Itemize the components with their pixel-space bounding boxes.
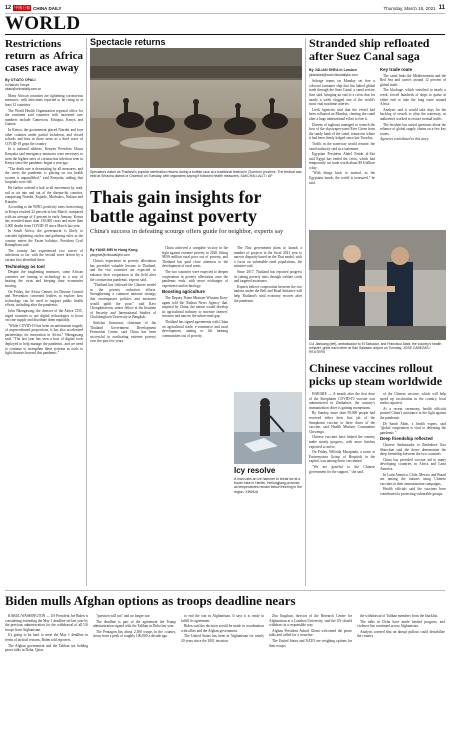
body-paragraph: Salvage teams on Monday set free a colossal container ship that has halted global trade through the Suez Canal, a canal service firm said, bringing an end to a crisis that for nearly a week clogged one of the world's most vital maritime arteries. xyxy=(309,79,375,107)
body-paragraph: In Kenya, the government placed Nairobi and four other counties under partial lockdown, and closed schools and bars in those areas as a third wave of COVID-19 grips the country. xyxy=(5,127,83,146)
column-divider xyxy=(86,38,87,586)
center-subhead: Boosting agriculture xyxy=(162,289,205,295)
body-paragraph: Egyptian President Abdel Fattah al-Sisi said Egypt has ended the crisis, which had temporarily cut trade worth about $9.6 billion a day. xyxy=(309,152,375,170)
body-paragraph: Lieth Agencies said that the vessel had been refloated on Monday, clearing the canal after a huge international effort to free it. xyxy=(309,107,375,121)
vaccine-story-headline: Chinese vaccines rollout picks up steam worldwide xyxy=(309,361,443,388)
body-paragraph: The blockage, which stretched to nearly a week, forced hundreds of ships to queue at either end or take the long route around Africa. xyxy=(380,88,446,107)
body-paragraph: In South Africa, the government is likely to consider tightening curfew and gathering rules as the country enters the Easter holidays, President Cyril Ramaphosa said. xyxy=(5,229,83,248)
vaccine-story-body xyxy=(309,392,375,474)
body-paragraph: In Latin America, Chile, Mexico and Brazil are among the nations using Chinese vaccines in their immunization campaigns. xyxy=(380,472,446,486)
center-story-col2 xyxy=(162,246,228,518)
body-paragraph: of the Chinese vaccine, which will help speed up vaccination in the country, local media reported. xyxy=(380,392,446,406)
body-paragraph: "We are grateful to the Chinese government for the support," she said. xyxy=(309,464,375,474)
vaccine-story-col1 xyxy=(309,392,375,586)
body-paragraph: Health officials said the vaccines have contributed to protecting vulnerable groups. xyxy=(380,487,446,496)
right-story-body-2 xyxy=(380,74,446,137)
bottom-col-2 xyxy=(93,614,176,744)
bottom-story-headline: Biden mulls Afghan options as troops deadline nears xyxy=(5,593,296,608)
agency-credit: Agencies contributed to this story. xyxy=(380,137,430,142)
icy-resolve-photo xyxy=(234,392,302,464)
body-paragraph: China has provided vaccine aid to many developing countries in Africa and Latin America. xyxy=(380,457,446,471)
body-paragraph: Sittichai Jiranuwat, chairman of the Thailand Government Development Promotion Center, said China has been successful in eradicating extreme poverty over the past few years. xyxy=(90,320,156,344)
vaccine-story-col2 xyxy=(380,392,446,586)
photo-kicker: Spectacle returns xyxy=(90,37,166,47)
paper-name: CHINA DAILY xyxy=(33,5,62,11)
left-story-subhead: Technology as tool xyxy=(5,263,45,269)
icy-resolve-title: Icy resolve xyxy=(234,466,276,475)
ambassador-photo xyxy=(309,230,446,340)
vaccine-story-body-3 xyxy=(380,443,446,497)
center-story-col3 xyxy=(234,246,302,386)
icy-resolve-caption: A man uses an ice hammer to break ice at a frozen lake in Harbin, Heilongjiang province, as temperatures remain below freezing in the region. XINHUA xyxy=(234,477,302,494)
section-masthead xyxy=(5,14,445,35)
center-story-body-4 xyxy=(234,246,302,303)
body-paragraph: The Thai government plans to launch a number of projects in the fiscal 2021 year to narrow disparity based on the Thai model, with a focus on vulnerable rural populations, the minister said. xyxy=(234,246,302,269)
body-paragraph: The World Health Organization regional office for the continent said countries with increased case numbers include Cameroon, Ethiopia, Kenya and Guinea. xyxy=(5,108,83,127)
body-paragraph: The Pentagon has about 2,500 troops in the country, down from a peak of roughly 100,000 a decade ago. xyxy=(93,629,176,639)
issue-date: Thursday, March 18, 2021 xyxy=(383,5,436,11)
bottom-col-1 xyxy=(5,614,88,744)
body-paragraph: In a national address, Kenyan President Uhuru Kenyatta said emergency measures were necessary to stem the highest rates of coronavirus infection seen in Kenya since the pandemic began a year ago. xyxy=(5,147,83,166)
body-paragraph: "The death rate is devastating by all measures, and the stress the pandemic is placing on our health system is unparalleled," said Kenyatta, adding that hospitals were full. xyxy=(5,166,83,185)
body-paragraph: the withdrawal of Taliban members from the blacklist. xyxy=(360,614,439,618)
body-paragraph: Dr Sarah Abdo, a health expert, said "global cooperation is vital to defeating the pandemic." xyxy=(380,421,446,435)
body-paragraph: Chinese Ambassador to Zimbabwe Guo Shaochun said the doses demonstrate the deep friendship between the two countries. xyxy=(380,442,446,457)
body-paragraph: Traffic in the waterway would resume, the canal authority said in a statement. xyxy=(309,141,375,151)
body-paragraph: The country has experienced two waves of infections so far, with the second wave driven by a variant first identified there. xyxy=(5,248,83,262)
body-paragraph: Biden said the decision would be made in coordination with allies and the Afghan government. xyxy=(181,624,264,633)
horizontal-divider xyxy=(5,590,445,591)
bottom-col-5 xyxy=(357,614,445,744)
body-paragraph: Dozens of tugboats managed to wrench the bow of the skyscraper-sized Ever Given from the sandy bank of the canal, tomorrow where it had been firmly lodged since last Tuesday. xyxy=(309,122,375,141)
body-paragraph: He further ordered a halt to all movement by road, rail or air into and out of the disease-hit counties, comprising Nairobi, Kajiado, Machakos, Nakuru and Kiambu. xyxy=(5,186,83,204)
left-story-byline xyxy=(5,78,83,92)
center-story-col1 xyxy=(90,246,156,518)
right-story-body xyxy=(309,79,375,185)
body-paragraph: The talks in Doha have made limited progress, and violence has continued across Afghanistan. xyxy=(357,619,445,629)
page-number-right: 11 xyxy=(438,5,445,11)
right-byline xyxy=(309,68,375,77)
left-story xyxy=(5,38,83,586)
center-story-body xyxy=(90,259,156,344)
body-paragraph: The Deputy Prime Minister Wissanu Krea-ngam told the Xinhua News Agency that, inspired by China, the nation would develop its agricultural industry to increase farmers' incomes and narrow the urban-rural gap. xyxy=(162,295,228,319)
body-paragraph: Chinese vaccines have helped the country make steady progress, with more batches expected to arrive. xyxy=(309,435,375,449)
center-story-headline: Thais gain insights for battle against poverty xyxy=(90,187,262,226)
body-paragraph: The United States has been in Afghanistan for nearly 20 years since the 2001 invasion. xyxy=(181,634,264,643)
body-paragraph: Experts believe cooperation between the two nations under the Belt and Road Initiative will help Thailand's rural economy recover after the pandemic. xyxy=(234,284,302,303)
page-number-left: 12 xyxy=(5,5,12,11)
body-paragraph: The United States and NATO are weighing options for their troops. xyxy=(269,638,352,648)
vaccine-subhead: Deep friendship reflected xyxy=(380,436,433,442)
body-paragraph: China achieved a complete victory in the fight against extreme poverty in 2020, lifting 98.99 million rural poor out of poverty, and Thailand has paid close attention to the development of rural areas. xyxy=(162,246,228,269)
buffalo-photo-caption: Spectators watch as Thailand's popular celebration returns during a buffalo race at a traditional festival in Chonburi province. The festival was held at Sriracha district of Chonburi on Tuesday, with organizers saying it followed health measures. SAKCHAI LALIT / AP xyxy=(90,170,302,179)
vaccine-story-body-2 xyxy=(380,392,446,435)
body-paragraph: Afghan President Ashraf Ghani welcomed the peace talks and called for a ceasefire. xyxy=(269,628,352,638)
body-paragraph: Many African countries are tightening coronavirus measures, with infections reported to be rising in at least 12 countries. xyxy=(5,93,83,107)
ambassador-photo-caption: Cui Jiankang (left), ambassador to El Salvador, and Francisco Alabi, the country's health minister, greet each other at San Salvador airport on Tuesday. JOSE CABEZAS / REUTERS xyxy=(309,342,442,355)
body-paragraph: John Nkengasong, the director of the Africa CDC, urged countries to use digital technologies to boost vaccine supply and distribute them equitably. xyxy=(5,308,83,323)
body-paragraph: The canal links the Mediterranean and the Red Sea and carries around 12 percent of global trade. xyxy=(380,73,446,87)
body-paragraph: HARARE — A month after the first dose of the Sinopharm COVID-19 vaccine was administered in Zimbabwe, the country's immunization drive is gaining momentum. xyxy=(309,392,375,410)
byline-location: in Nairobi, Kenya xyxy=(5,82,30,87)
body-paragraph: Analysts warned that an abrupt pullout could destabilize the country. xyxy=(357,629,445,639)
body-paragraph: "While COVID-19 has been an unfortunate tragedy of unprecedented proportions, it has also accelerated partnerships for innovation in Africa," Nkengasong said. "The last year has seen a host of digital tools deployed to help manage the pandemic, and we need to continue to strengthen these systems as tools to fight diseases beyond this pandemic." xyxy=(5,323,83,356)
body-paragraph: Analysts said it would take days for the backlog of vessels to clear the waterway, as authorities worked to restore normal traffic. xyxy=(380,107,446,121)
right-story-headline: Stranded ship refloated after Suez Canal saga xyxy=(309,36,430,63)
center-story-deck: China's success in defeating scourge offers guide for neighbor, experts say xyxy=(90,228,284,235)
body-paragraph: Despite the toughening measures, some African countries are turning to technology as a way of beating the virus and keeping their economies moving. xyxy=(5,270,83,288)
byline-name: By YANG MEI in Hong Kong xyxy=(90,248,138,252)
body-paragraph: KABUL/WASHINGTON — US President Joe Biden is considering extending the May 1 deadline set last year by the previous administration for the withdrawal of all US troops from Afghanistan. xyxy=(5,614,88,632)
left-story-body xyxy=(5,94,83,263)
center-story-body-2 xyxy=(162,246,228,288)
column-divider xyxy=(305,38,306,586)
section-title: WORLD xyxy=(5,13,81,34)
body-paragraph: The deadline is part of the agreement the Trump administration signed with the Taliban in Doha last year. xyxy=(93,619,176,629)
body-paragraph: "Thailand has followed the Chinese model in the poverty reduction efforts. Strengthening a common national strategy that encompasses policies and measures would uplift the poor," said Kavi Chongkittavorn, senior fellow at the Institute of Security and International Studies of Chulalongkorn University in Bangkok. xyxy=(90,283,156,320)
byline-name: By JULIAN SHEA in London xyxy=(309,68,357,72)
right-story-col2 xyxy=(380,66,446,226)
body-paragraph: On Friday, the Africa Centres for Disease Control and Prevention convened leaders to explore how technology can be used to support public health efforts, including after the pandemic. xyxy=(5,289,83,308)
body-paragraph: On Friday, Wilfrida Mwapinda, a nurse at Parirenyatwa Group of Hospitals in the capital, was among those vaccinated. xyxy=(309,450,375,464)
body-paragraph: China's experience in poverty alleviation has provided valuable lessons to Thailand, and the two countries are expected to enhance their cooperation in the field after the coronavirus pandemic, experts said. xyxy=(90,259,156,282)
right-story-col1 xyxy=(309,66,375,226)
body-paragraph: Since 2017, Thailand has reported progress in cutting poverty rates through welfare cards and targeted assistance. xyxy=(234,269,302,284)
left-story-body-2 xyxy=(5,270,83,356)
body-paragraph: By Sunday, more than 58,000 people had received either their first jab of the Sinopharm vaccine or three doses of the vaccine, said Health Minister Constantino Chiwenga. xyxy=(309,411,375,434)
byline-name: By OTIATO OPALI xyxy=(5,78,36,82)
center-byline xyxy=(90,248,156,257)
body-paragraph: It's going to be hard to meet the May 1 deadline in terms of tactical reasons, Biden told reporters. xyxy=(5,633,88,642)
body-paragraph: The two countries were expected to deepen cooperation in poverty alleviation once the pandemic ends, with more exchanges of experience and technology. xyxy=(162,269,228,288)
center-story-body-3 xyxy=(162,296,228,338)
body-paragraph: At a recent ceremony, health officials praised China's assistance in the fight against the pandemic. xyxy=(380,406,446,420)
body-paragraph: Zhu Jingshun, director of the Research Center for Afghanistan at a Lanzhou University, said the US should withdraw in a responsible way. xyxy=(269,614,352,628)
byline-email: julianshea@mail.chinadailyuk.com xyxy=(309,72,358,77)
body-paragraph: The Afghan government and the Taliban are holding peace talks in Doha, Qatar. xyxy=(5,643,88,653)
bottom-col-3 xyxy=(181,614,264,744)
body-paragraph: The incident has raised questions about the reliance of global supply chains on a few key routes. xyxy=(380,122,446,136)
body-paragraph: to end the war in Afghanistan. It says it is ready to fulfill its agreement. xyxy=(181,614,264,623)
body-paragraph: "With things back to normal, as the Egyptians hands, the world is reassured," he said. xyxy=(309,171,375,185)
body-paragraph: "question will not" and no longer sue. xyxy=(96,614,151,618)
paper-logo-mark: 中國日報 xyxy=(14,5,31,10)
body-paragraph: Thailand has signed agreements with China on agricultural trade, e-commerce and rural development, aiming to lift farming communities out of poverty. xyxy=(162,319,228,338)
bottom-col-4 xyxy=(269,614,352,744)
right-subhead: Key trade route xyxy=(380,67,413,72)
body-paragraph: According to the WHO, positivity rates from testing in Kenya reached 22 percent in late March, compared with an average of 4 percent in early January. Kenya has recorded more than 130,000 cases and more than 2,000 deaths from COVID-19 since March last year. xyxy=(5,205,83,228)
byline-email: otiato@chinadaily.com.cn xyxy=(5,87,42,92)
left-story-headline: Restrictions return as Africa cases race away xyxy=(5,38,83,74)
buffalo-race-photo xyxy=(90,48,302,168)
byline-email: yangmei@chinadailyhk.com xyxy=(90,252,130,257)
